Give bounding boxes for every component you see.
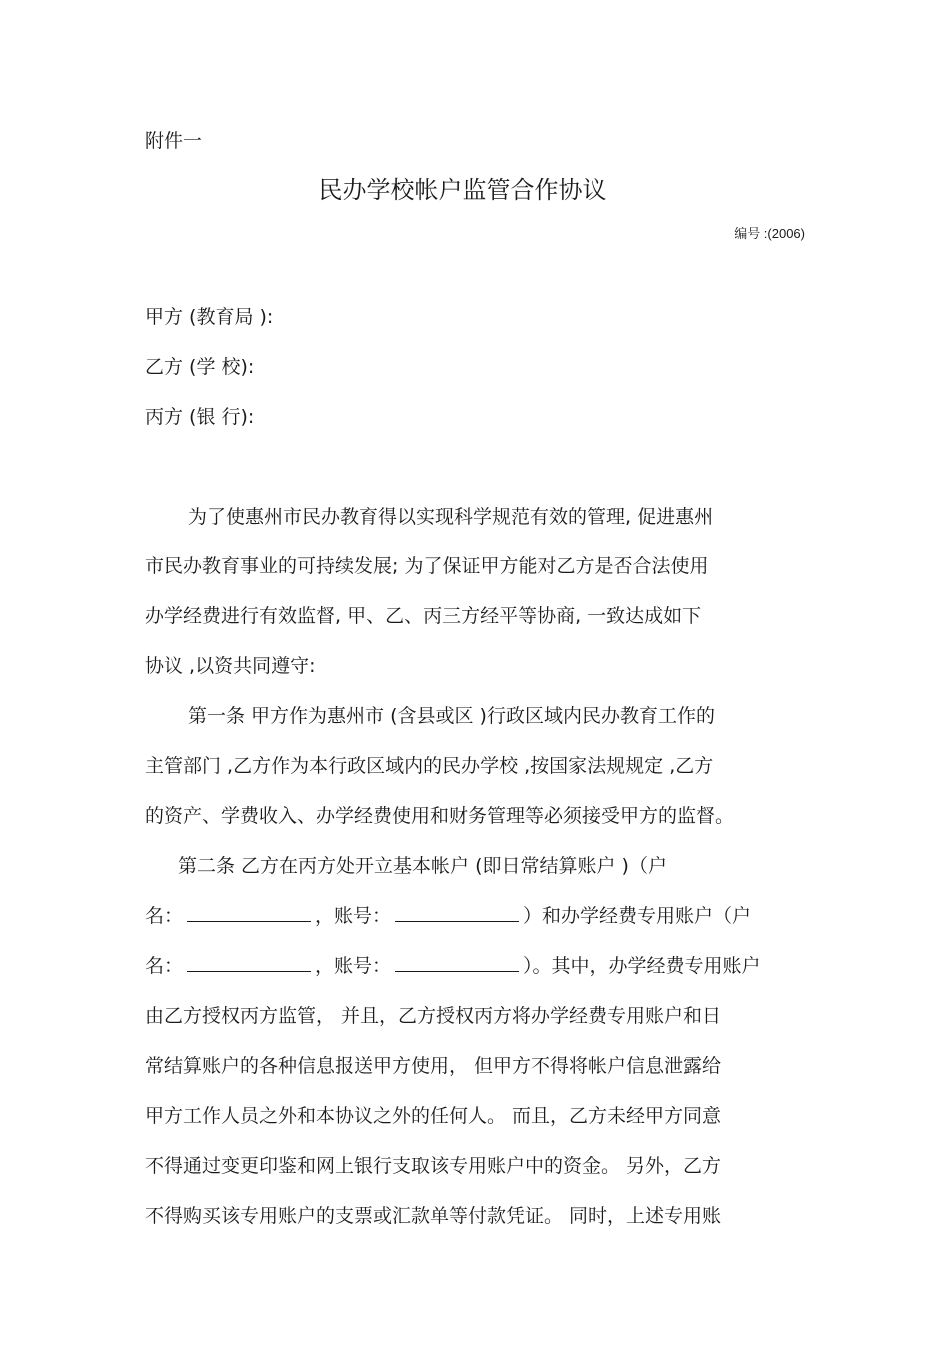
account-number-blank [395,904,519,922]
article2-line: 常结算账户的各种信息报送甲方使用， 但甲方不得将帐户信息泄露给 [145,1055,722,1077]
account-name-blank [187,904,311,922]
article2-line: 由乙方授权丙方监管， 并且，乙方授权丙方将办学经费专用账户和日 [145,1005,722,1027]
article2-account-line [145,954,761,978]
account-number-blank [395,954,519,972]
article1-line: 第一条 甲方作为惠州市 (含县或区 )行政区域内民办教育工作的 [188,705,715,727]
preamble-line: 办学经费进行有效监督, 甲、乙、丙三方经平等协商, 一致达成如下 [145,605,702,627]
party-a: 甲方 (教育局 ): [145,306,274,328]
account-number-label: ，账号： [315,955,392,977]
preamble-line: 市民办教育事业的可持续发展; 为了保证甲方能对乙方是否合法使用 [145,555,709,577]
document-number: 编号 :(2006) [734,226,805,241]
article2-line: 甲方工作人员之外和本协议之外的任何人。 而且，乙方未经甲方同意 [145,1105,722,1127]
preamble-line: 协议 ,以资共同遵守: [145,655,316,677]
article2-line: 不得通过变更印鉴和网上银行支取该专用账户中的资金。 另外，乙方 [145,1155,722,1177]
account-name-label: 名： [145,905,184,927]
party-c: 丙方 (银 行): [145,406,255,428]
article2-line: 不得购买该专用账户的支票或汇款单等付款凭证。 同时，上述专用账 [145,1205,722,1227]
account-name-label: 名： [145,955,184,977]
account-name-blank [187,954,311,972]
article2-line: 第二条 乙方在丙方处开立基本帐户 (即日常结算账户 )（户 [178,855,667,877]
account-number-label: ，账号： [315,905,392,927]
document-title: 民办学校帐户监管合作协议 [318,176,607,204]
article1-line: 主管部门 ,乙方作为本行政区域内的民办学校 ,按国家法规规定 ,乙方 [145,755,714,777]
article2-text: ）。其中，办学经费专用账户 [523,955,761,977]
party-b: 乙方 (学 校): [145,356,255,378]
article2-text: ）和办学经费专用账户（户 [523,905,752,927]
preamble-line: 为了使惠州市民办教育得以实现科学规范有效的管理, 促进惠州 [188,506,714,528]
article1-line: 的资产、学费收入、办学经费使用和财务管理等必须接受甲方的监督。 [145,805,735,827]
attachment-label: 附件一 [145,130,203,152]
article2-account-line [145,904,751,928]
